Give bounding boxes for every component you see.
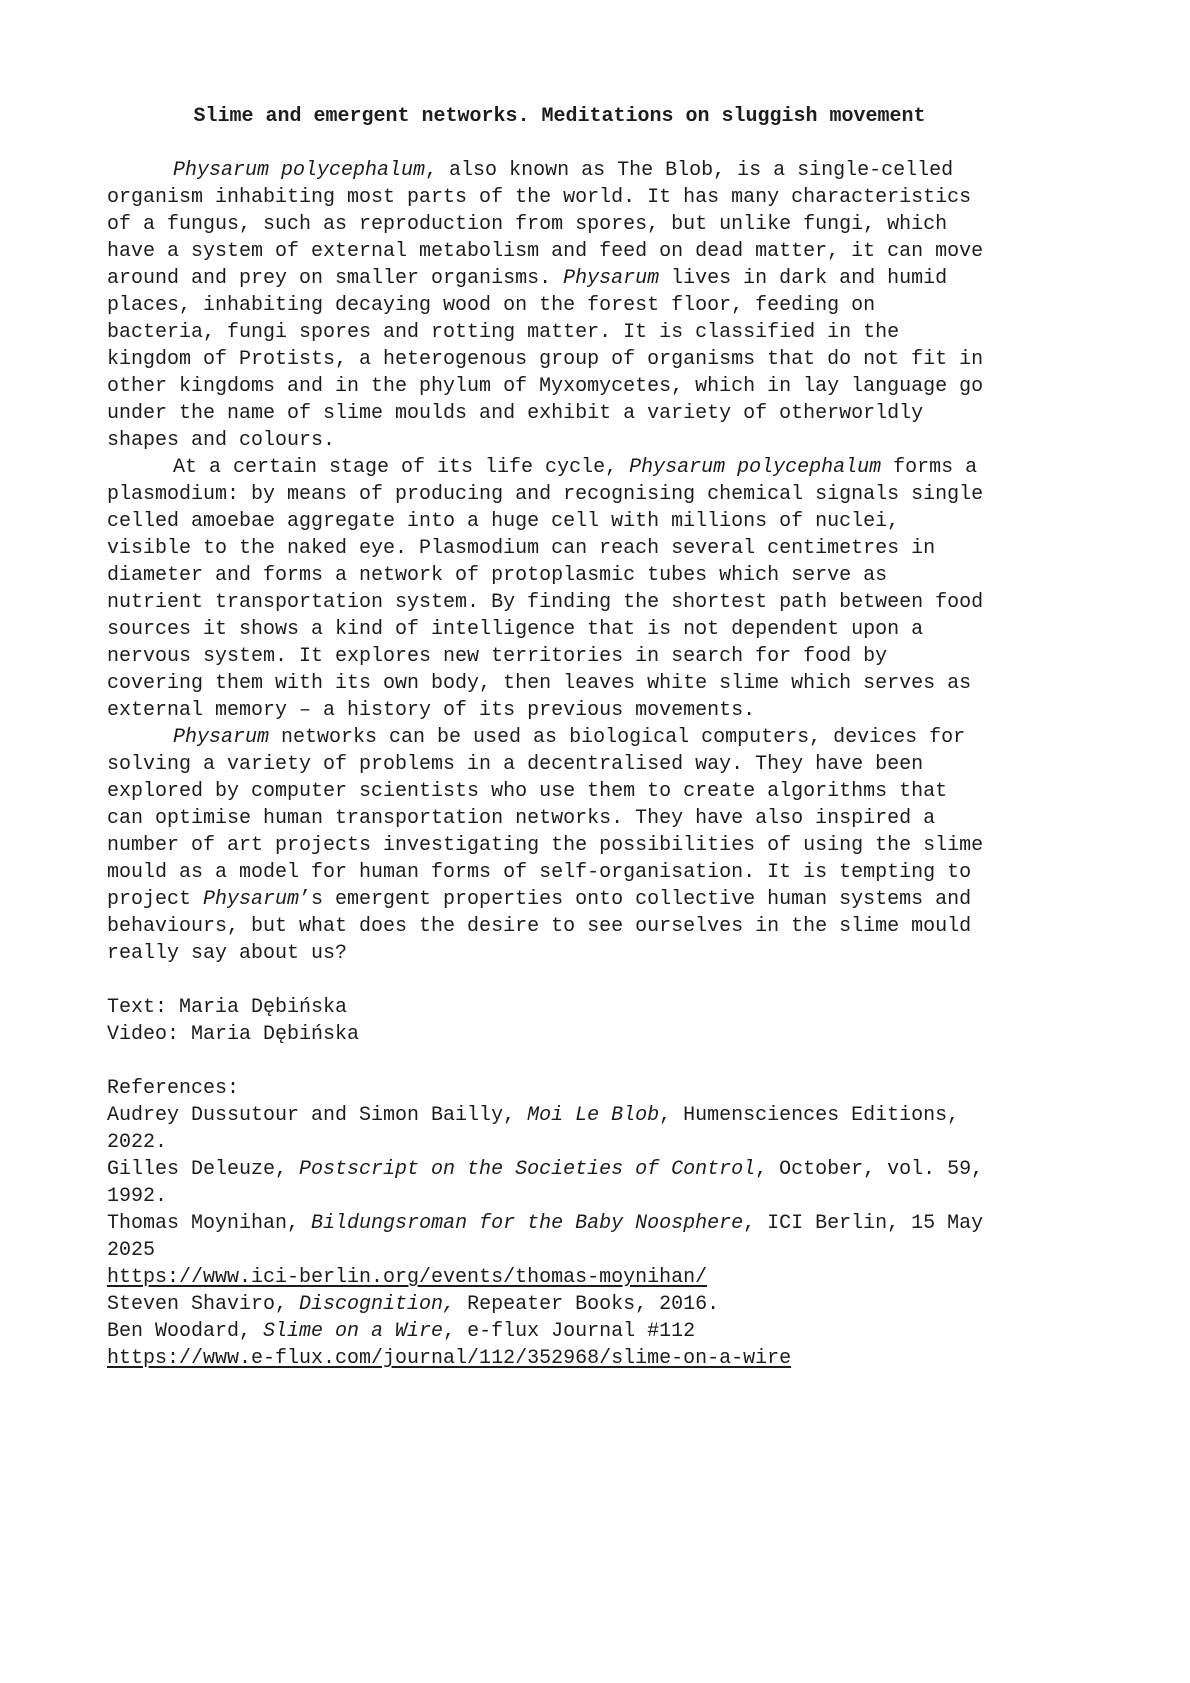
text-segment: solving a variety of problems in a decentralised way. They have been — [107, 753, 924, 776]
text-line — [107, 292, 1012, 319]
text-segment: , Humensciences Editions, — [659, 1104, 960, 1127]
text-segment: organism inhabiting most parts of the world. It has many characteristics — [107, 186, 972, 209]
text-line — [107, 886, 1012, 913]
text-line — [107, 805, 1012, 832]
text-segment: , October, vol. 59, — [755, 1158, 984, 1181]
document-body — [107, 157, 1012, 1372]
reference-link[interactable]: https://www.e-flux.com/journal/112/352968/slime-on-a-wire — [107, 1347, 792, 1370]
text-segment: Repeater Books, 2016. — [455, 1293, 720, 1316]
text-segment: can optimise human transportation networks. They have also inspired a — [107, 807, 936, 830]
text-line — [107, 508, 1012, 535]
text-line — [107, 859, 1012, 886]
text-segment: diameter and forms a network of protoplasmic tubes which serve as — [107, 564, 888, 587]
text-line — [107, 481, 1012, 508]
text-line — [107, 157, 1012, 184]
text-segment: have a system of external metabolism and feed on dead matter, it can move — [107, 240, 984, 263]
text-segment: Audrey Dussutour and Simon Bailly, — [107, 1104, 528, 1127]
text-segment: nutrient transportation system. By finding the shortest path between food — [107, 591, 984, 614]
text-segment: 2022. — [107, 1131, 168, 1154]
text-line — [107, 1345, 1012, 1372]
text-line — [107, 940, 1012, 967]
text-segment: visible to the naked eye. Plasmodium can reach several centimetres in — [107, 537, 936, 560]
text-line — [107, 400, 1012, 427]
text-segment: really say about us? — [107, 942, 348, 965]
text-line — [107, 778, 1012, 805]
text-segment: behaviours, but what does the desire to see ourselves in the slime mould — [107, 915, 972, 938]
text-line — [107, 211, 1012, 238]
text-segment: Steven Shaviro, — [107, 1293, 300, 1316]
text-segment: places, inhabiting decaying wood on the forest floor, feeding on — [107, 294, 876, 317]
text-line — [107, 1156, 1012, 1183]
text-line — [107, 346, 1012, 373]
text-segment: shapes and colours. — [107, 429, 336, 452]
italic-text: Physarum — [203, 888, 300, 911]
text-segment: covering them with its own body, then leaves white slime which serves as — [107, 672, 972, 695]
italic-text: Physarum — [563, 267, 660, 290]
text-line — [107, 1075, 1012, 1102]
text-segment: sources it shows a kind of intelligence that is not dependent upon a — [107, 618, 924, 641]
reference-link[interactable]: https://www.ici-berlin.org/events/thomas-moynihan/ — [107, 1266, 708, 1289]
text-segment: Video: Maria Dębińska — [107, 1023, 360, 1046]
text-line — [107, 562, 1012, 589]
text-segment: explored by computer scientists who use them to create algorithms that — [107, 780, 948, 803]
text-line — [107, 697, 1012, 724]
text-segment: , e-flux Journal #112 — [443, 1320, 696, 1343]
italic-text: Slime on a Wire — [263, 1320, 444, 1343]
text-line — [107, 589, 1012, 616]
text-segment: external memory – a history of its previous movements. — [107, 699, 756, 722]
text-line — [107, 454, 1012, 481]
text-segment: Text: Maria Dębińska — [107, 996, 348, 1019]
text-segment: under the name of slime moulds and exhibit a variety of otherworldly — [107, 402, 924, 425]
text-segment: , ICI Berlin, 15 May — [743, 1212, 984, 1235]
text-line — [107, 913, 1012, 940]
document-content — [107, 103, 1012, 1372]
text-segment: celled amoebae aggregate into a huge cell with millions of nuclei, — [107, 510, 900, 533]
text-segment: number of art projects investigating the possibilities of using the slime — [107, 834, 984, 857]
text-line — [107, 1264, 1012, 1291]
text-segment: 1992. — [107, 1185, 168, 1208]
text-segment: 2025 — [107, 1239, 156, 1262]
text-segment: Ben Woodard, — [107, 1320, 264, 1343]
text-line — [107, 832, 1012, 859]
text-line — [107, 1318, 1012, 1345]
text-segment: plasmodium: by means of producing and recognising chemical signals single — [107, 483, 984, 506]
text-segment: Thomas Moynihan, — [107, 1212, 312, 1235]
text-segment: networks can be used as biological computers, devices for — [269, 726, 966, 749]
text-segment: mould as a model for human forms of self-organisation. It is tempting to — [107, 861, 972, 884]
text-line — [107, 373, 1012, 400]
text-line — [107, 670, 1012, 697]
text-line — [107, 319, 1012, 346]
text-segment: bacteria, fungi spores and rotting matter. It is classified in the — [107, 321, 900, 344]
italic-text: Bildungsroman for the Baby Noosphere — [311, 1212, 744, 1235]
text-segment: around and prey on smaller organisms. — [107, 267, 564, 290]
text-segment: ’s emergent properties onto collective human systems and — [299, 888, 972, 911]
text-segment: of a fungus, such as reproduction from spores, but unlike fungi, which — [107, 213, 948, 236]
text-line — [107, 1210, 1012, 1237]
paragraph-3 — [107, 724, 1012, 967]
text-line — [107, 238, 1012, 265]
text-segment: nervous system. It explores new territories in search for food by — [107, 645, 888, 668]
text-line — [107, 1237, 1012, 1264]
italic-text: Physarum polycephalum — [629, 456, 882, 479]
text-segment: forms a — [881, 456, 978, 479]
text-line — [107, 184, 1012, 211]
text-segment: lives in dark and humid — [659, 267, 948, 290]
text-segment: project — [107, 888, 204, 911]
document-title-text: Slime and emergent networks. Meditations on sluggish movement — [193, 105, 926, 128]
text-line — [107, 1129, 1012, 1156]
text-line — [107, 751, 1012, 778]
text-segment: kingdom of Protists, a heterogenous group of organisms that do not fit in — [107, 348, 984, 371]
paragraph-1 — [107, 157, 1012, 454]
italic-text: Postscript on the Societies of Control — [299, 1158, 756, 1181]
italic-text: Physarum polycephalum — [173, 159, 426, 182]
text-line — [107, 616, 1012, 643]
paragraph-2 — [107, 454, 1012, 724]
italic-text: Moi Le Blob — [527, 1104, 660, 1127]
text-line — [107, 1291, 1012, 1318]
text-line — [107, 1021, 1012, 1048]
text-line — [107, 427, 1012, 454]
text-segment: At a certain stage of its life cycle, — [173, 456, 630, 479]
text-line — [107, 724, 1012, 751]
text-segment: Gilles Deleuze, — [107, 1158, 300, 1181]
text-segment: other kingdoms and in the phylum of Myxomycetes, which in lay language go — [107, 375, 984, 398]
text-line — [107, 1102, 1012, 1129]
text-line — [107, 643, 1012, 670]
text-segment: References: — [107, 1077, 240, 1100]
text-line — [107, 535, 1012, 562]
references — [107, 1075, 1012, 1372]
credits — [107, 994, 1012, 1048]
text-line — [107, 1183, 1012, 1210]
document-title — [107, 103, 1012, 130]
text-line — [107, 265, 1012, 292]
italic-text: Physarum — [173, 726, 270, 749]
text-line — [107, 994, 1012, 1021]
text-segment: , also known as The Blob, is a single-celled — [425, 159, 954, 182]
italic-text: Discognition, — [299, 1293, 456, 1316]
